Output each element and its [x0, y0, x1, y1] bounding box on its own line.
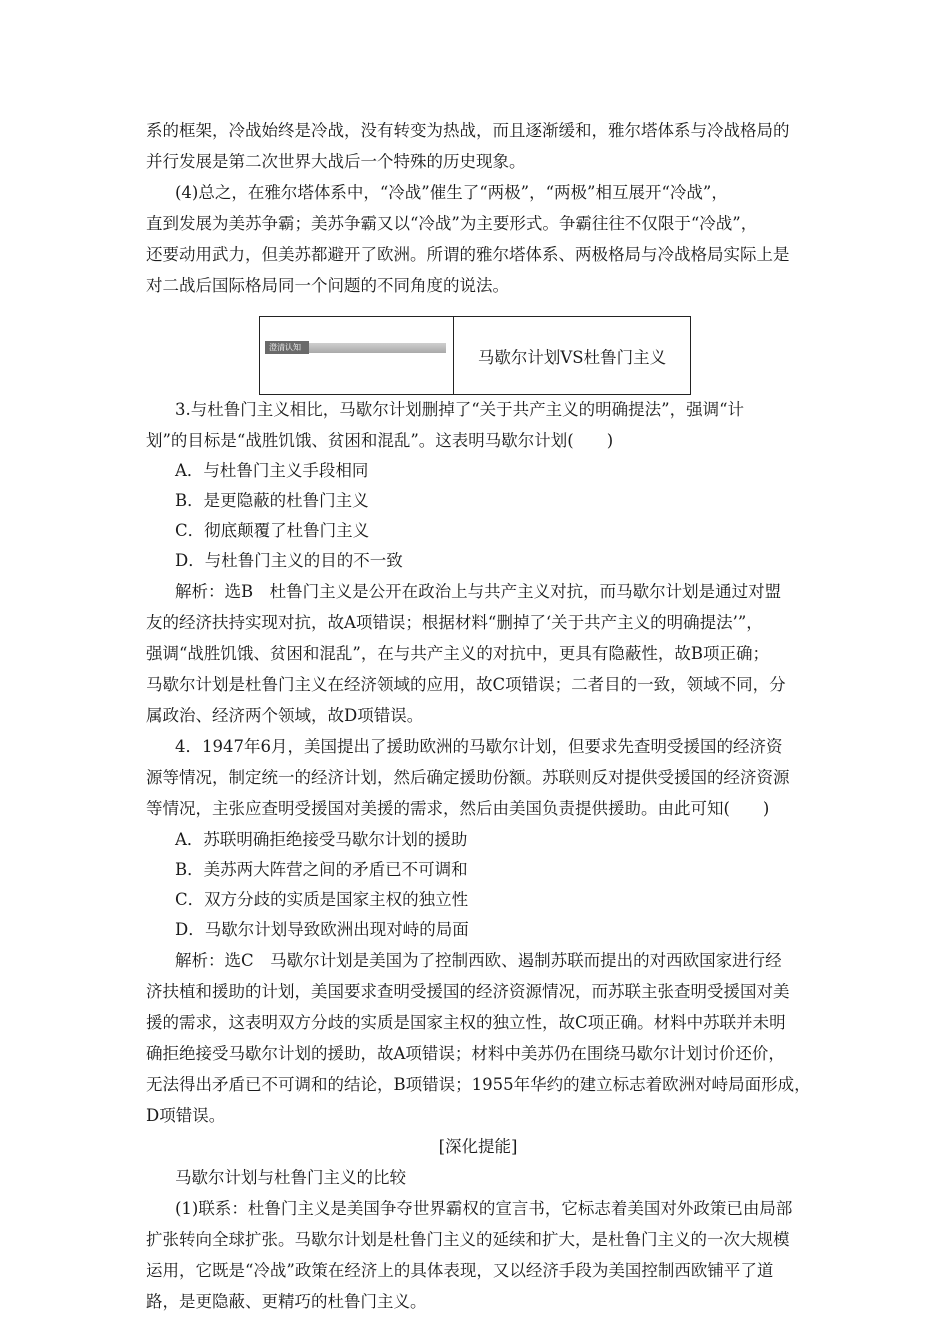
q4-analysis-line: 援的需求，这表明双方分歧的实质是国家主权的独立性，故C项正确。材料中苏联并未明 — [146, 1013, 786, 1032]
q4-option-c: C．双方分歧的实质是国家主权的独立性 — [175, 890, 469, 909]
section-header-box — [259, 316, 691, 395]
q3-analysis-line: 强调“战胜饥饿、贫困和混乱”，在与共产主义的对抗中，更具有隐蔽性，故B项正确； — [146, 644, 769, 663]
summary-line: 还要动用武力，但美苏都避开了欧洲。所谓的雅尔塔体系、两极格局与冷战格局实际上是 — [146, 245, 790, 264]
q4-stem-line: 4．1947年6月，美国提出了援助欧洲的马歇尔计划，但要求先查明受援国的经济资 — [175, 737, 783, 756]
summary-line: (4)总之，在雅尔塔体系中，“冷战”催生了“两极”，“两极”相互展开“冷战”， — [175, 183, 728, 202]
q4-analysis-line: D项错误。 — [146, 1106, 226, 1125]
q4-option-a: A．苏联明确拒绝接受马歇尔计划的援助 — [175, 830, 468, 849]
q4-stem-line: 源等情况，制定统一的经济计划，然后确定援助份额。苏联则反对提供受援国的经济资源 — [146, 768, 790, 787]
section-tag: 澄清认知 — [265, 341, 309, 354]
intro-line: 并行发展是第二次世界大战后一个特殊的历史现象。 — [146, 152, 526, 171]
q3-stem-line: 划”的目标是“战胜饥饿、贫困和混乱”。这表明马歇尔计划( ) — [146, 431, 614, 450]
q3-analysis-line: 解析：选B 杜鲁门主义是公开在政治上与共产主义对抗，而马歇尔计划是通过对盟 — [175, 582, 782, 601]
q4-stem-line: 等情况，主张应查明受援国对美援的需求，然后由美国负责提供援助。由此可知( ) — [146, 799, 770, 818]
q3-option-d: D．与杜鲁门主义的目的不一致 — [175, 551, 403, 570]
q4-analysis-line: 无法得出矛盾已不可调和的结论，B项错误；1955年华约的建立标志着欧洲对峙局面形成， — [146, 1075, 811, 1094]
q4-analysis-line: 确拒绝接受马歇尔计划的援助，故A项错误；材料中美苏仍在围绕马歇尔计划讨价还价， — [146, 1044, 785, 1063]
q4-analysis-line: 解析：选C 马歇尔计划是美国为了控制西欧、遏制苏联而提出的对西欧国家进行经 — [175, 951, 782, 970]
q3-analysis-line: 马歇尔计划是杜鲁门主义在经济领域的应用，故C项错误；二者目的一致，领域不同，分 — [146, 675, 786, 694]
intro-line: 系的框架，冷战始终是冷战，没有转变为热战，而且逐渐缓和，雅尔塔体系与冷战格局的 — [146, 121, 790, 140]
q3-option-a: A．与杜鲁门主义手段相同 — [175, 461, 369, 480]
q4-option-b: B．美苏两大阵营之间的矛盾已不可调和 — [175, 860, 468, 879]
section-title: 马歇尔计划VS杜鲁门主义 — [477, 347, 667, 367]
deepen-line: 运用，它既是“冷战”政策在经济上的具体表现，又以经济手段为美国控制西欧铺平了道 — [146, 1261, 774, 1280]
q3-stem-line: 3.与杜鲁门主义相比，马歇尔计划删掉了“关于共产主义的明确提法”，强调“计 — [175, 400, 745, 419]
deepen-subheading: 马歇尔计划与杜鲁门主义的比较 — [175, 1168, 406, 1187]
q4-option-d: D．马歇尔计划导致欧洲出现对峙的局面 — [175, 920, 469, 939]
q3-analysis-line: 属政治、经济两个领域，故D项错误。 — [146, 706, 424, 725]
q4-analysis-line: 济扶植和援助的计划，美国要求查明受援国的经济资源情况，而苏联主张查明受援国对美 — [146, 982, 790, 1001]
q3-analysis-line: 友的经济扶持实现对抗，故A项错误；根据材料“删掉了‘关于共产主义的明确提法’”， — [146, 613, 763, 632]
deepen-line: 扩张转向全球扩张。马歇尔计划是杜鲁门主义的延续和扩大，是杜鲁门主义的一次大规模 — [146, 1230, 790, 1249]
deepen-line: 路，是更隐蔽、更精巧的杜鲁门主义。 — [146, 1292, 427, 1311]
summary-line: 直到发展为美苏争霸；美苏争霸又以“冷战”为主要形式。争霸往往不仅限于“冷战”， — [146, 214, 758, 233]
deepen-heading: [深化提能] — [438, 1137, 518, 1156]
q3-option-b: B．是更隐蔽的杜鲁门主义 — [175, 491, 369, 510]
q3-option-c: C．彻底颠覆了杜鲁门主义 — [175, 521, 370, 540]
deepen-line: (1)联系：杜鲁门主义是美国争夺世界霸权的宣言书，它标志着美国对外政策已由局部 — [175, 1199, 793, 1218]
summary-line: 对二战后国际格局同一个问题的不同角度的说法。 — [146, 276, 509, 295]
